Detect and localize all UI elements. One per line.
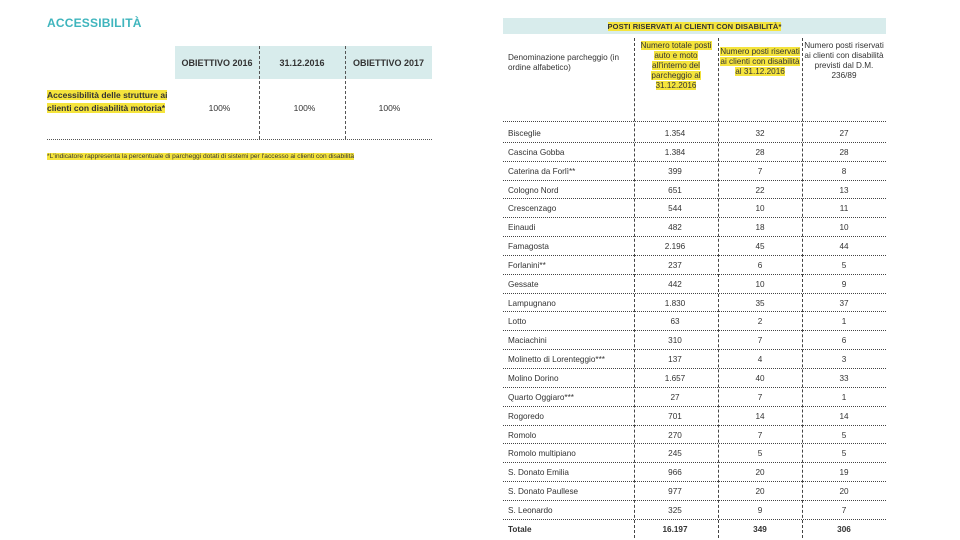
reserved-spaces-cell: 14 — [755, 411, 765, 421]
parking-name-cell: S. Donato Emilia — [508, 468, 569, 478]
reserved-spaces-cell: 10 — [755, 204, 765, 214]
header-total-spaces: Numero totale posti auto e moto all'interno del parcheggio al 31.12.2016 — [640, 41, 712, 90]
table-row — [503, 199, 886, 218]
table-row — [503, 218, 886, 237]
table-row — [503, 350, 886, 369]
table-row — [503, 237, 886, 256]
parking-name-cell: Lampugnano — [508, 298, 556, 308]
table-body — [503, 124, 886, 539]
table-row — [503, 294, 886, 313]
column-divider — [259, 46, 260, 139]
required-spaces-cell: 28 — [839, 147, 849, 157]
header-objective-2017: OBIETTIVO 2017 — [352, 57, 425, 68]
required-spaces-cell: 37 — [839, 298, 849, 308]
required-spaces-cell: 5 — [841, 260, 847, 270]
total-spaces-cell: 1.384 — [664, 147, 686, 157]
required-spaces-cell: 11 — [839, 204, 849, 214]
total-spaces-cell: 399 — [668, 166, 682, 176]
table-row — [503, 124, 886, 143]
parking-name-cell: Romolo — [508, 430, 537, 440]
total-spaces-cell: 63 — [670, 317, 680, 327]
table-row — [503, 181, 886, 200]
value-objective-2017: 100% — [378, 103, 401, 113]
parking-name-cell: Maciachini — [508, 336, 547, 346]
total-spaces-cell: 16.197 — [662, 524, 688, 534]
parking-name-cell: Totale — [508, 524, 532, 534]
reserved-spaces-cell: 32 — [755, 129, 765, 138]
reserved-spaces-cell: 7 — [757, 336, 763, 346]
column-divider — [802, 38, 803, 538]
table-row — [503, 331, 886, 350]
reserved-spaces-cell: 18 — [755, 223, 765, 233]
row-label: Accessibilità delle strutture ai clienti con disabilità motoria* — [47, 90, 168, 113]
header-reserved-spaces: Numero posti riservati ai clienti con disabilità al 31.12.2016 — [720, 47, 800, 76]
required-spaces-cell: 1 — [841, 317, 847, 327]
reserved-spaces-cell: 2 — [757, 317, 763, 327]
required-spaces-cell: 13 — [839, 185, 849, 195]
reserved-spaces-cell: 10 — [755, 279, 765, 289]
parking-name-cell: Lotto — [508, 317, 527, 327]
required-spaces-cell: 7 — [841, 505, 847, 515]
table-title: POSTI RISERVATI AI CLIENTI CON DISABILITÀ* — [607, 21, 782, 31]
required-spaces-cell: 3 — [841, 355, 847, 365]
total-spaces-cell: 1.354 — [664, 129, 686, 138]
required-spaces-cell: 44 — [839, 242, 849, 252]
parking-name-cell: S. Donato Paullese — [508, 487, 579, 497]
total-spaces-cell: 325 — [668, 505, 682, 515]
table-row — [503, 369, 886, 388]
parking-name-cell: Rogoredo — [508, 411, 544, 421]
total-spaces-cell: 1.657 — [664, 373, 686, 383]
total-spaces-cell: 442 — [668, 279, 682, 289]
required-spaces-cell: 306 — [837, 524, 851, 534]
table-row — [503, 312, 886, 331]
table-row — [503, 444, 886, 463]
reserved-spaces-cell: 20 — [755, 468, 765, 478]
reserved-spaces-cell: 9 — [757, 505, 763, 515]
required-spaces-cell: 9 — [841, 279, 847, 289]
total-spaces-cell: 651 — [668, 185, 682, 195]
parking-name-cell: Einaudi — [508, 223, 536, 233]
required-spaces-cell: 10 — [839, 223, 849, 233]
parking-name-cell: Cascina Gobba — [508, 147, 565, 157]
required-spaces-cell: 19 — [839, 468, 849, 478]
reserved-spaces-cell: 4 — [757, 355, 763, 365]
required-spaces-cell: 5 — [841, 449, 847, 459]
parking-name-cell: Crescenzago — [508, 204, 557, 214]
reserved-spaces-cell: 35 — [755, 298, 765, 308]
table-row — [503, 388, 886, 407]
total-spaces-cell: 310 — [668, 336, 682, 346]
parking-name-cell: Cologno Nord — [508, 185, 559, 195]
table-row — [503, 162, 886, 181]
column-divider — [718, 38, 719, 538]
table-row — [503, 463, 886, 482]
reserved-spaces-cell: 45 — [755, 242, 765, 252]
column-divider — [634, 38, 635, 538]
reserved-spaces-cell: 6 — [757, 260, 763, 270]
header-objective-2016: OBIETTIVO 2016 — [181, 57, 253, 68]
reserved-spaces-cell: 40 — [755, 373, 765, 383]
column-divider — [345, 46, 346, 139]
parking-name-cell: Forlanini** — [508, 260, 546, 270]
required-spaces-cell: 14 — [839, 411, 849, 421]
parking-name-cell: Molinetto di Lorenteggio*** — [508, 355, 605, 365]
parking-name-cell: Caterina da Forlì** — [508, 166, 576, 176]
parking-name-cell: Bisceglie — [508, 129, 541, 138]
table-row — [503, 407, 886, 426]
parking-name-cell: Famagosta — [508, 242, 549, 252]
parking-name-cell: Molino Dorino — [508, 373, 559, 383]
table-row — [503, 275, 886, 294]
reserved-spaces-cell: 349 — [753, 524, 767, 534]
parking-name-cell: Gessate — [508, 279, 539, 289]
total-spaces-cell: 966 — [668, 468, 682, 478]
required-spaces-cell: 1 — [841, 392, 847, 402]
value-objective-2016: 100% — [208, 103, 231, 113]
required-spaces-cell: 20 — [839, 487, 849, 497]
total-spaces-cell: 245 — [668, 449, 682, 459]
reserved-spaces-cell: 7 — [757, 166, 763, 176]
total-spaces-cell: 701 — [668, 411, 682, 421]
header-parking-name: Denominazione parcheggio (in ordine alfabetico) — [508, 53, 620, 72]
table-bottom-rule — [47, 139, 432, 140]
table-row — [503, 426, 886, 445]
reserved-spaces-cell: 7 — [757, 392, 763, 402]
table-row — [503, 143, 886, 162]
table-row — [503, 482, 886, 501]
table-header-row — [503, 38, 886, 124]
table-title-bar — [503, 18, 886, 34]
required-spaces-cell: 33 — [839, 373, 849, 383]
required-spaces-cell: 8 — [841, 166, 847, 176]
objectives-header-row — [175, 46, 432, 79]
total-spaces-cell: 544 — [668, 204, 682, 214]
parking-name-cell: Quarto Oggiaro*** — [508, 392, 574, 402]
total-spaces-cell: 2.196 — [664, 242, 686, 252]
total-spaces-cell: 137 — [668, 355, 682, 365]
parking-name-cell: S. Leonardo — [508, 505, 553, 515]
header-required-spaces: Numero posti riservati ai clienti con disabilità previsti dal D.M. 236/89 — [804, 41, 884, 80]
total-spaces-cell: 27 — [670, 392, 680, 402]
reserved-spaces-cell: 20 — [755, 487, 765, 497]
header-rule — [503, 121, 886, 122]
page-title: ACCESSIBILITÀ — [47, 16, 142, 30]
total-row — [503, 520, 886, 539]
reserved-spaces-cell: 22 — [755, 185, 765, 195]
objectives-data-row — [47, 79, 432, 139]
required-spaces-cell: 6 — [841, 336, 847, 346]
total-spaces-cell: 270 — [668, 430, 682, 440]
table-row — [503, 501, 886, 520]
parking-name-cell: Romolo multipiano — [508, 449, 576, 459]
required-spaces-cell: 5 — [841, 430, 847, 440]
total-spaces-cell: 237 — [668, 260, 682, 270]
total-spaces-cell: 1.830 — [664, 298, 686, 308]
value-actual-2016: 100% — [293, 103, 316, 113]
total-spaces-cell: 482 — [668, 223, 682, 233]
footnote: *L'indicatore rappresenta la percentuale di parcheggi dotati di sistemi per l'accesso ai clienti con disabilità — [47, 153, 355, 160]
table-row — [503, 256, 886, 275]
total-spaces-cell: 977 — [668, 487, 682, 497]
reserved-spaces-cell: 28 — [755, 147, 765, 157]
reserved-spaces-cell: 5 — [757, 449, 763, 459]
reserved-spaces-cell: 7 — [757, 430, 763, 440]
required-spaces-cell: 27 — [839, 129, 849, 138]
header-actual-2016: 31.12.2016 — [279, 57, 325, 68]
